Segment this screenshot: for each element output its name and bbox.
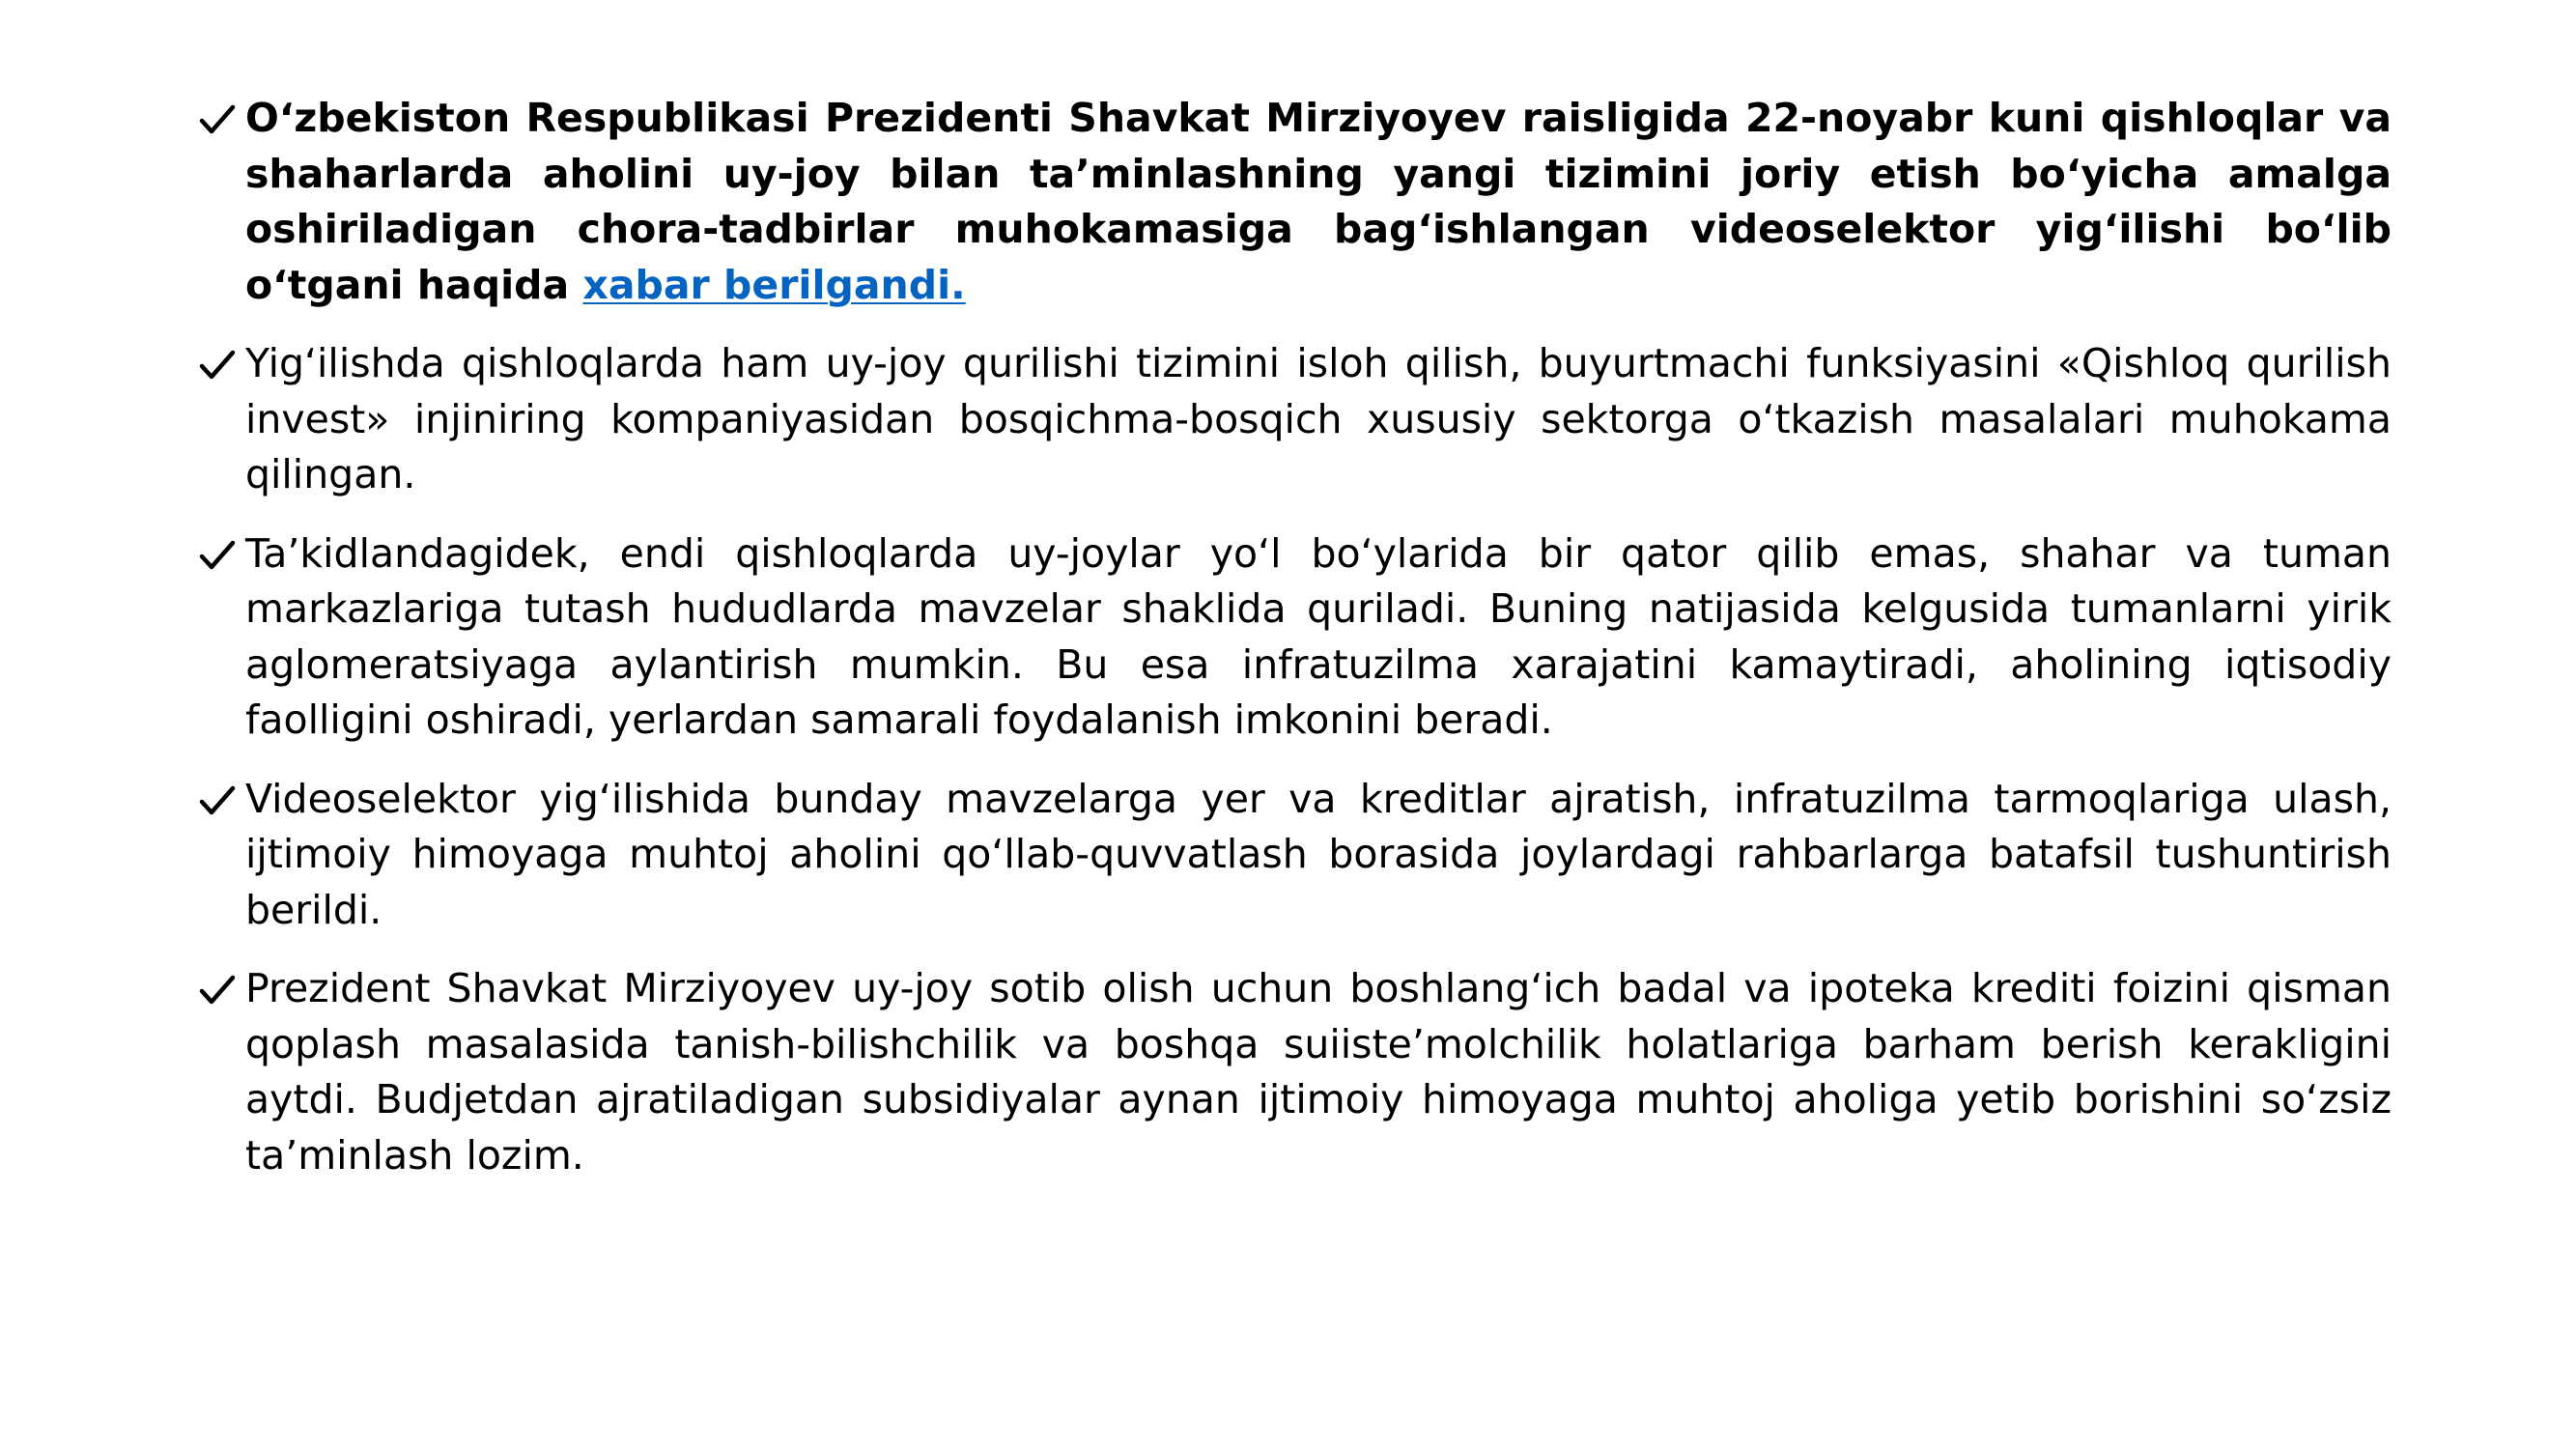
bullet-item-2 (197, 336, 2392, 503)
bullet-item-1 (197, 91, 2392, 313)
checkmark-icon (199, 975, 236, 1006)
bullet-text-1: O‘zbekiston Respublikasi Prezidenti Shavkat Mirziyoyev raisligida 22-noyabr kuni qishloqlar va shaharlarda aholini uy-joy bilan ta’minlashning yangi tizimini joriy etish bo‘yicha amalga oshiriladigan chora-tadbirlar muhokamasiga bag‘ishlangan videoselektor yig‘ilishi bo‘lib o‘tgani haqida (245, 95, 2392, 308)
checkmark-icon (199, 785, 236, 816)
bullet-text-3: Ta’kidlandagidek, endi qishloqlarda uy-joylar yo‘l bo‘ylarida bir qator qilib emas, shahar va tuman markazlariga tutash hududlarda mavzelar shaklida quriladi. Buning natijasida kelgusida tumanlarni yirik aglomeratsiyaga aylantirish mumkin. Bu esa infratuzilma xarajatini kamaytiradi, aholining iqtisodiy faolligini oshiradi, yerlardan samarali foydalanish imkonini beradi. (245, 529, 2392, 743)
bullet-item-4 (197, 772, 2392, 939)
bullet-item-3 (197, 526, 2392, 749)
checkmark-icon (199, 104, 236, 135)
checkmark-icon (199, 350, 236, 381)
news-link[interactable]: xabar berilgandi. (582, 261, 966, 308)
checkmark-icon (199, 540, 236, 571)
bullet-text-5: Prezident Shavkat Mirziyoyev uy-joy sotib olish uchun boshlang‘ich badal va ipoteka krediti foizini qisman qoplash masalasida tanish-bilishchilik va boshqa suiiste’molchilik holatlariga barham berish kerakligini aytdi. Budjetdan ajratiladigan subsidiyalar aynan ijtimoiy himoyaga muhtoj aholiga yetib borishini so‘zsiz ta’minlash lozim. (245, 965, 2392, 1179)
bullet-text-4: Videoselektor yig‘ilishida bunday mavzelarga yer va kreditlar ajratish, infratuzilma tarmoqlariga ulash, ijtimoiy himoyaga muhtoj aholini qo‘llab-quvvatlash borasida joylardagi rahbarlarga batafsil tushuntirish berildi. (245, 775, 2392, 933)
bullet-text-2: Yig‘ilishda qishloqlarda ham uy-joy qurilishi tizimini isloh qilish, buyurtmachi funksiyasini «Qishloq qurilish invest» injiniring kompaniyasidan bosqichma-bosqich xususiy sektorga o‘tkazish masalalari muhokama qilingan. (245, 340, 2392, 497)
bullet-list (197, 91, 2392, 1207)
bullet-item-5 (197, 961, 2392, 1183)
